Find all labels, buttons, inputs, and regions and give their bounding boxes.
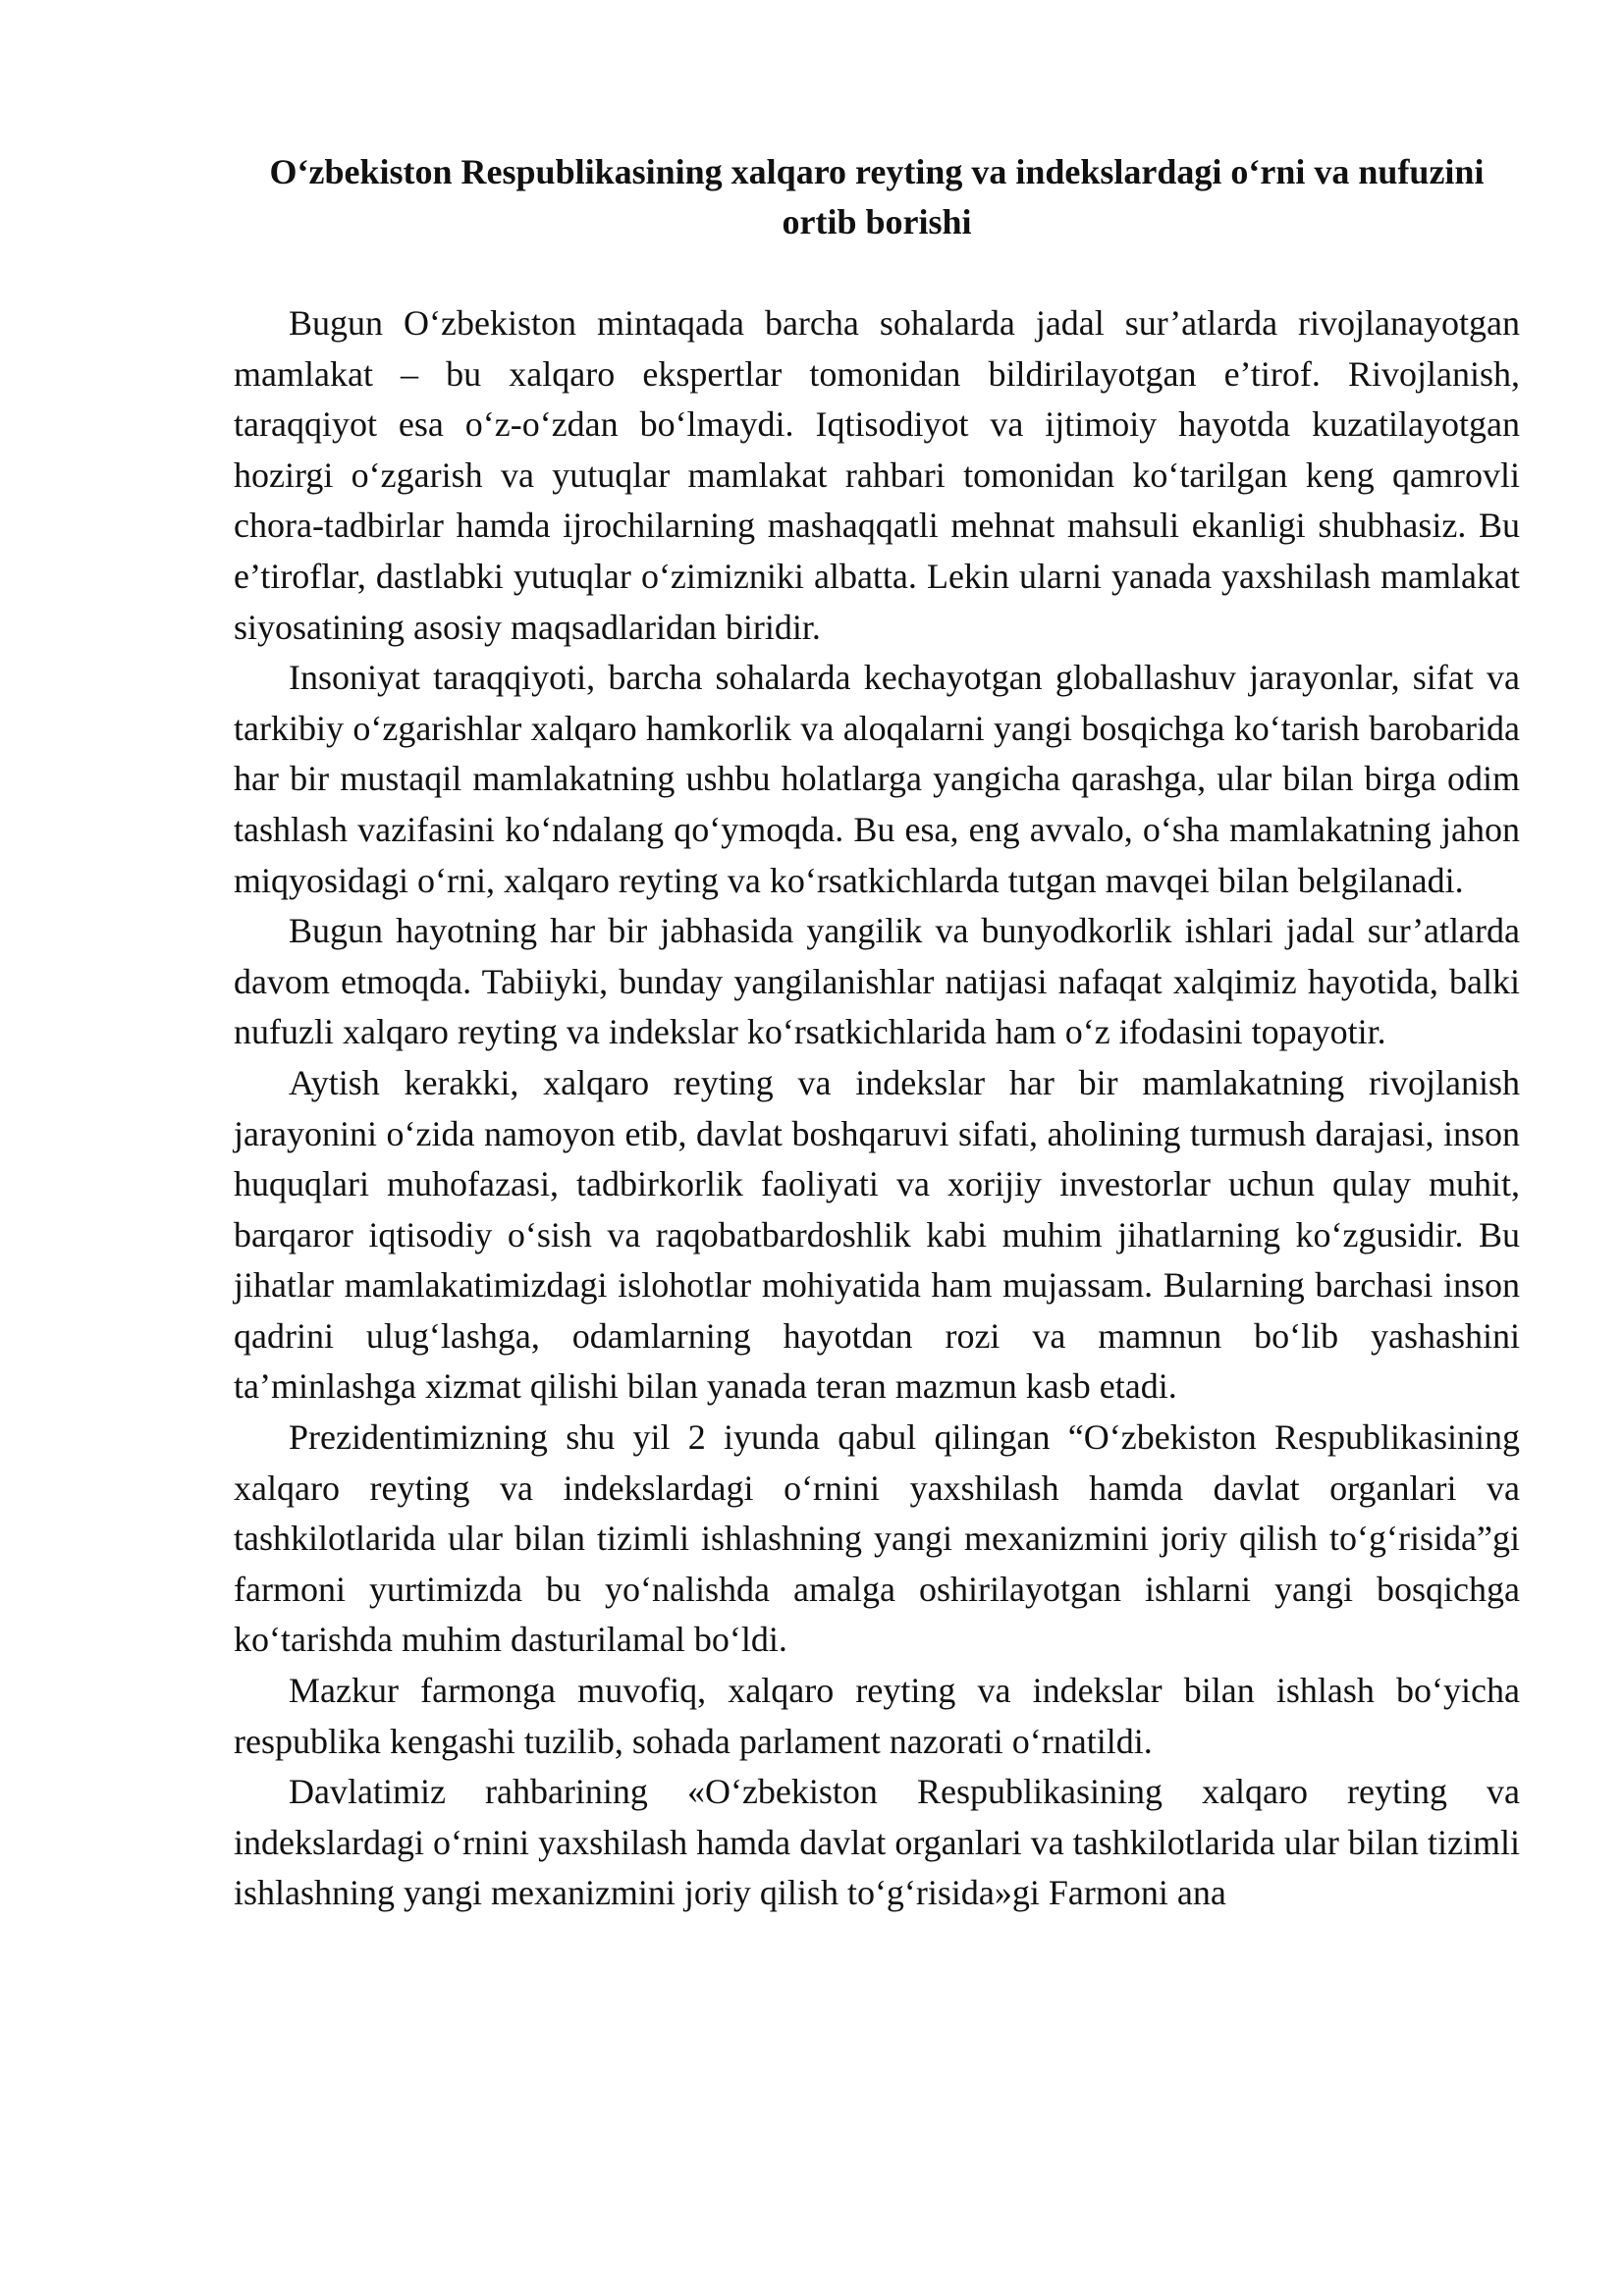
paragraph-7: Davlatimiz rahbarining «O‘zbekiston Respublikasining xalqaro reyting va indekslardagi o‘rnini yaxshilash hamda davlat organlari va tashkilotlarida ular bilan tizimli ishlashning yangi mexanizmini joriy qilish to‘g‘risida»gi Farmoni ana bbox=[234, 1772, 1520, 1913]
paragraph-5: Prezidentimizning shu yil 2 iyunda qabul qilingan “O‘zbekiston Respublikasining xalqaro reyting va indekslardagi o‘rnini yaxshilash hamda davlat organlari va tashkilotlarida ular bilan tizimli ishlashning yangi mexanizmini joriy qilish to‘g‘risida”gi farmoni yurtimizda bu yo‘nalishda amalga oshirilayotgan ishlarni yangi bosqichga ko‘tarishda muhim dasturilamal bo‘ldi. bbox=[234, 1417, 1520, 1660]
paragraph-6: Mazkur farmonga muvofiq, xalqaro reyting va indekslar bilan ishlash bo‘yicha respublika kengashi tuzilib, sohada parlament nazorati o‘rnatildi. bbox=[234, 1671, 1520, 1761]
paragraph-4: Aytish kerakki, xalqaro reyting va indekslar har bir mamlakatning rivojlanish jarayonini o‘zida namoyon etib, davlat boshqaruvi sifati, aholining turmush darajasi, inson huquqlari muhofazasi, tadbirkorlik faoliyati va xorijiy investorlar uchun qulay muhit, barqaror iqtisodiy o‘sish va raqobatbardoshlik kabi muhim jihatlarning ko‘zgusidir. Bu jihatlar mamlakatimizdagi islohotlar mohiyatida ham mujassam. Bularning barchasi inson qadrini ulug‘lashga, odamlarning hayotdan rozi va mamnun bo‘lib yashashini ta’minlashga xizmat qilishi bilan yanada teran mazmun kasb etadi. bbox=[234, 1062, 1520, 1407]
paragraph-3: Bugun hayotning har bir jabhasida yangilik va bunyodkorlik ishlari jadal sur’atlarda davom etmoqda. Tabiiyki, bunday yangilanishlar natijasi nafaqat xalqimiz hayotida, balki nufuzli xalqaro reyting va indekslar ko‘rsatkichlarida ham o‘z ifodasini topayotir. bbox=[234, 911, 1520, 1052]
paragraph-1: Bugun O‘zbekiston mintaqada barcha sohalarda jadal sur’atlarda rivojlanayotgan mamlakat – bu xalqaro ekspertlar tomonidan bildirilayotgan e’tirof. Rivojlanish, taraqqiyot esa o‘z-o‘zdan bo‘lmaydi. Iqtisodiyot va ijtimoiy hayotda kuzatilayotgan hozirgi o‘zgarish va yutuqlar mamlakat rahbari tomonidan ko‘tarilgan keng qamrovli chora-tadbirlar hamda ijrochilarning mashaqqatli mehnat mahsuli ekanligi shubhasiz. Bu e’tiroflar, dastlabki yutuqlar o‘zimizniki albatta. Lekin ularni yanada yaxshilash mamlakat siyosatining asosiy maqsadlaridan biridir. bbox=[234, 303, 1520, 647]
document-body bbox=[234, 147, 1520, 1919]
paragraph-2: Insoniyat taraqqiyoti, barcha sohalarda kechayotgan globallashuv jarayonlar, sifat va tarkibiy o‘zgarishlar xalqaro hamkorlik va aloqalarni yangi bosqichga ko‘tarish barobarida har bir mustaqil mamlakatning ushbu holatlarga yangicha qarashga, ular bilan birga odim tashlash vazifasini ko‘ndalang qo‘ymoqda. Bu esa, eng avvalo, o‘sha mamlakatning jahon miqyosidagi o‘rni, xalqaro reyting va ko‘rsatkichlarda tutgan mavqei bilan belgilanadi. bbox=[234, 658, 1520, 900]
document-title: O‘zbekiston Respublikasining xalqaro reyting va indekslardagi o‘rni va nufuzini ortib borishi bbox=[269, 152, 1485, 241]
